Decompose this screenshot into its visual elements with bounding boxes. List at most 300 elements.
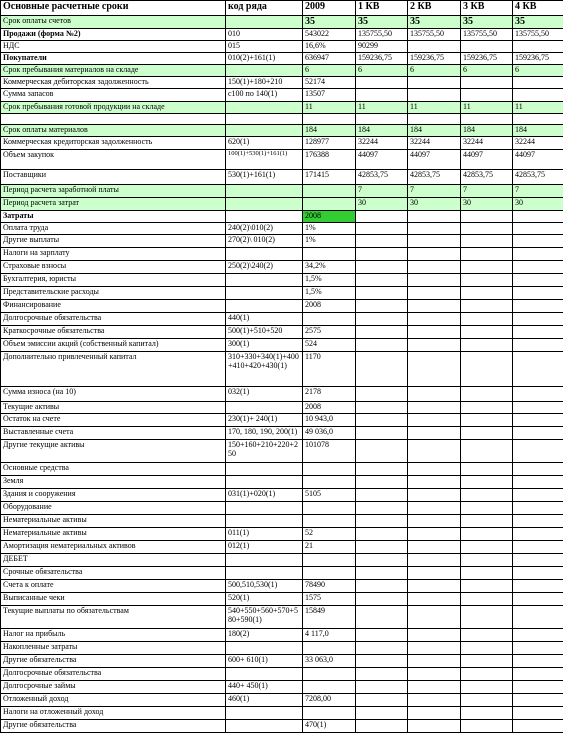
row-label-cell[interactable]: Здания и сооружения <box>1 489 226 502</box>
value-cell[interactable]: 16,6% <box>303 41 356 53</box>
value-cell[interactable] <box>513 681 563 694</box>
row-code-cell[interactable] <box>226 125 303 137</box>
value-cell[interactable]: 34,2% <box>303 261 356 274</box>
value-cell[interactable] <box>461 554 513 567</box>
value-cell[interactable] <box>408 580 461 593</box>
value-cell[interactable]: 35 <box>461 16 513 29</box>
value-cell[interactable]: 184 <box>303 125 356 137</box>
value-cell[interactable]: 11 <box>303 102 356 114</box>
value-cell[interactable]: 44097 <box>461 150 513 170</box>
value-cell[interactable] <box>356 89 408 102</box>
value-cell[interactable] <box>303 668 356 681</box>
row-code-cell[interactable]: 270(2)\ 010(2) <box>226 235 303 248</box>
value-cell[interactable]: 2008 <box>303 300 356 313</box>
row-label-cell[interactable] <box>1 114 226 125</box>
value-cell[interactable] <box>461 476 513 489</box>
value-cell[interactable] <box>513 476 563 489</box>
row-label-cell[interactable]: Текущие активы <box>1 402 226 414</box>
value-cell[interactable]: 42853,75 <box>513 170 563 185</box>
row-code-cell[interactable] <box>226 185 303 198</box>
row-code-cell[interactable] <box>226 707 303 720</box>
value-cell[interactable] <box>408 720 461 733</box>
row-code-cell[interactable]: с100 по 140(1) <box>226 89 303 102</box>
value-cell[interactable] <box>408 668 461 681</box>
value-cell[interactable]: 21 <box>303 541 356 554</box>
value-cell[interactable] <box>513 352 563 387</box>
value-cell[interactable] <box>303 567 356 580</box>
value-cell[interactable]: 184 <box>356 125 408 137</box>
value-cell[interactable]: 35 <box>408 16 461 29</box>
value-cell[interactable] <box>356 541 408 554</box>
value-cell[interactable]: 33 063,0 <box>303 655 356 668</box>
value-cell[interactable]: 2178 <box>303 387 356 402</box>
header-cell[interactable]: 4 КВ <box>513 1 563 16</box>
value-cell[interactable]: 7 <box>408 185 461 198</box>
row-label-cell[interactable]: Текущие выплаты по обязательствам <box>1 606 226 629</box>
value-cell[interactable] <box>356 339 408 352</box>
value-cell[interactable] <box>513 707 563 720</box>
value-cell[interactable]: 15849 <box>303 606 356 629</box>
value-cell[interactable] <box>513 440 563 463</box>
value-cell[interactable] <box>461 211 513 223</box>
header-cell[interactable]: Основные расчетные сроки <box>1 1 226 16</box>
row-code-cell[interactable] <box>226 248 303 261</box>
value-cell[interactable]: 184 <box>513 125 563 137</box>
value-cell[interactable]: 135755,50 <box>408 29 461 41</box>
value-cell[interactable] <box>303 198 356 211</box>
value-cell[interactable] <box>408 554 461 567</box>
value-cell[interactable] <box>356 502 408 515</box>
value-cell[interactable]: 30 <box>461 198 513 211</box>
value-cell[interactable] <box>461 89 513 102</box>
value-cell[interactable] <box>513 642 563 655</box>
value-cell[interactable]: 159236,75 <box>408 53 461 65</box>
value-cell[interactable] <box>461 287 513 300</box>
value-cell[interactable] <box>461 541 513 554</box>
value-cell[interactable] <box>356 235 408 248</box>
value-cell[interactable] <box>408 463 461 476</box>
row-code-cell[interactable]: 440+ 450(1) <box>226 681 303 694</box>
value-cell[interactable]: 135755,50 <box>513 29 563 41</box>
value-cell[interactable] <box>408 655 461 668</box>
value-cell[interactable]: 101078 <box>303 440 356 463</box>
value-cell[interactable] <box>513 339 563 352</box>
value-cell[interactable] <box>513 593 563 606</box>
row-code-cell[interactable] <box>226 402 303 414</box>
row-label-cell[interactable]: Период расчета затрат <box>1 198 226 211</box>
row-label-cell[interactable]: Коммерческая кредиторская задолженность <box>1 137 226 150</box>
value-cell[interactable]: 128977 <box>303 137 356 150</box>
value-cell[interactable] <box>303 681 356 694</box>
value-cell[interactable] <box>408 489 461 502</box>
row-code-cell[interactable]: 240(2)\010(2) <box>226 223 303 235</box>
row-code-cell[interactable] <box>226 502 303 515</box>
value-cell[interactable] <box>356 629 408 642</box>
value-cell[interactable] <box>513 580 563 593</box>
row-code-cell[interactable]: 015 <box>226 41 303 53</box>
value-cell[interactable] <box>513 528 563 541</box>
value-cell[interactable] <box>356 77 408 89</box>
value-cell[interactable] <box>356 707 408 720</box>
value-cell[interactable] <box>408 77 461 89</box>
value-cell[interactable] <box>461 655 513 668</box>
value-cell[interactable] <box>356 313 408 326</box>
value-cell[interactable] <box>408 235 461 248</box>
row-label-cell[interactable]: Срок оплаты материалов <box>1 125 226 137</box>
row-label-cell[interactable]: Другие обязательства <box>1 655 226 668</box>
row-label-cell[interactable]: Налоги на отложенный доход <box>1 707 226 720</box>
value-cell[interactable] <box>513 606 563 629</box>
value-cell[interactable] <box>303 463 356 476</box>
value-cell[interactable] <box>356 642 408 655</box>
value-cell[interactable]: 6 <box>356 65 408 77</box>
row-code-cell[interactable] <box>226 287 303 300</box>
value-cell[interactable] <box>408 427 461 440</box>
row-label-cell[interactable]: Срок пребывания готовой продукции на складе <box>1 102 226 114</box>
row-code-cell[interactable] <box>226 567 303 580</box>
row-label-cell[interactable]: Сумма запасов <box>1 89 226 102</box>
row-code-cell[interactable]: 010(2)+161(1) <box>226 53 303 65</box>
value-cell[interactable] <box>356 440 408 463</box>
value-cell[interactable] <box>408 114 461 125</box>
value-cell[interactable] <box>408 593 461 606</box>
row-label-cell[interactable]: Долгосрочные обязательства <box>1 313 226 326</box>
value-cell[interactable] <box>461 402 513 414</box>
row-label-cell[interactable]: Долгосрочные займы <box>1 681 226 694</box>
value-cell[interactable]: 159236,75 <box>461 53 513 65</box>
value-cell[interactable] <box>356 567 408 580</box>
value-cell[interactable] <box>513 402 563 414</box>
value-cell[interactable] <box>408 707 461 720</box>
value-cell[interactable] <box>513 300 563 313</box>
row-label-cell[interactable]: Земля <box>1 476 226 489</box>
value-cell[interactable] <box>356 515 408 528</box>
value-cell[interactable] <box>408 567 461 580</box>
value-cell[interactable]: 2008 <box>303 402 356 414</box>
value-cell[interactable] <box>356 223 408 235</box>
row-code-cell[interactable] <box>226 476 303 489</box>
value-cell[interactable] <box>461 300 513 313</box>
row-label-cell[interactable]: Период расчета заработной платы <box>1 185 226 198</box>
value-cell[interactable] <box>461 515 513 528</box>
row-code-cell[interactable] <box>226 274 303 287</box>
value-cell[interactable]: 543022 <box>303 29 356 41</box>
value-cell[interactable] <box>461 720 513 733</box>
value-cell[interactable]: 35 <box>303 16 356 29</box>
value-cell[interactable] <box>408 339 461 352</box>
value-cell[interactable] <box>513 248 563 261</box>
row-code-cell[interactable]: 520(1) <box>226 593 303 606</box>
value-cell[interactable]: 470(1) <box>303 720 356 733</box>
value-cell[interactable] <box>461 681 513 694</box>
value-cell[interactable]: 159236,75 <box>356 53 408 65</box>
value-cell[interactable]: 7208,00 <box>303 694 356 707</box>
value-cell[interactable] <box>461 339 513 352</box>
value-cell[interactable] <box>408 287 461 300</box>
row-label-cell[interactable]: Нематериальные активы <box>1 515 226 528</box>
value-cell[interactable] <box>513 427 563 440</box>
value-cell[interactable] <box>461 694 513 707</box>
value-cell[interactable] <box>356 668 408 681</box>
value-cell[interactable] <box>461 440 513 463</box>
value-cell[interactable]: 30 <box>356 198 408 211</box>
value-cell[interactable] <box>461 114 513 125</box>
value-cell[interactable] <box>356 352 408 387</box>
value-cell[interactable] <box>408 223 461 235</box>
row-code-cell[interactable]: 100(1)+530(1)+161(1) <box>226 150 303 170</box>
row-code-cell[interactable] <box>226 642 303 655</box>
value-cell[interactable]: 4 117,0 <box>303 629 356 642</box>
value-cell[interactable]: 52174 <box>303 77 356 89</box>
row-label-cell[interactable]: Объем эмиссии акций (собственный капитал) <box>1 339 226 352</box>
row-label-cell[interactable]: Другие текущие активы <box>1 440 226 463</box>
row-label-cell[interactable]: Срок оплаты счетов <box>1 16 226 29</box>
value-cell[interactable] <box>303 515 356 528</box>
row-label-cell[interactable]: Выставленные счета <box>1 427 226 440</box>
value-cell[interactable] <box>513 287 563 300</box>
value-cell[interactable] <box>461 427 513 440</box>
row-code-cell[interactable]: 150+160+210+220+250 <box>226 440 303 463</box>
row-label-cell[interactable]: Амортизация нематериальных активов <box>1 541 226 554</box>
value-cell[interactable] <box>513 41 563 53</box>
value-cell[interactable] <box>461 580 513 593</box>
value-cell[interactable] <box>408 352 461 387</box>
row-code-cell[interactable]: 010 <box>226 29 303 41</box>
value-cell[interactable]: 159236,75 <box>513 53 563 65</box>
row-label-cell[interactable]: Коммерческая дебиторская задолженность <box>1 77 226 89</box>
value-cell[interactable] <box>513 567 563 580</box>
value-cell[interactable] <box>513 720 563 733</box>
value-cell[interactable] <box>408 387 461 402</box>
value-cell[interactable]: 32244 <box>408 137 461 150</box>
value-cell[interactable] <box>303 642 356 655</box>
value-cell[interactable]: 176388 <box>303 150 356 170</box>
value-cell[interactable] <box>356 463 408 476</box>
value-cell[interactable] <box>513 515 563 528</box>
value-cell[interactable] <box>461 489 513 502</box>
row-label-cell[interactable]: Дополнительно привлеченный капитал <box>1 352 226 387</box>
row-label-cell[interactable]: Представительские расходы <box>1 287 226 300</box>
value-cell[interactable] <box>303 707 356 720</box>
value-cell[interactable]: 1% <box>303 235 356 248</box>
value-cell[interactable]: 6 <box>461 65 513 77</box>
value-cell[interactable]: 78490 <box>303 580 356 593</box>
row-code-cell[interactable] <box>226 463 303 476</box>
value-cell[interactable] <box>513 387 563 402</box>
row-label-cell[interactable]: Отложенный доход <box>1 694 226 707</box>
value-cell[interactable] <box>408 642 461 655</box>
value-cell[interactable]: 49 036,0 <box>303 427 356 440</box>
row-code-cell[interactable] <box>226 102 303 114</box>
row-code-cell[interactable]: 032(1) <box>226 387 303 402</box>
value-cell[interactable] <box>461 326 513 339</box>
value-cell[interactable] <box>356 427 408 440</box>
value-cell[interactable] <box>303 502 356 515</box>
value-cell[interactable]: 2008 <box>303 211 356 223</box>
value-cell[interactable]: 636947 <box>303 53 356 65</box>
row-label-cell[interactable]: Счета к оплате <box>1 580 226 593</box>
row-label-cell[interactable]: Финансирование <box>1 300 226 313</box>
value-cell[interactable] <box>408 313 461 326</box>
value-cell[interactable] <box>356 402 408 414</box>
value-cell[interactable] <box>513 694 563 707</box>
value-cell[interactable] <box>461 642 513 655</box>
value-cell[interactable]: 44097 <box>408 150 461 170</box>
row-label-cell[interactable]: Другие выплаты <box>1 235 226 248</box>
row-label-cell[interactable]: Остаток на счете <box>1 414 226 427</box>
row-code-cell[interactable]: 440(1) <box>226 313 303 326</box>
value-cell[interactable]: 44097 <box>356 150 408 170</box>
row-code-cell[interactable]: 230(1)+ 240(1) <box>226 414 303 427</box>
value-cell[interactable] <box>356 287 408 300</box>
value-cell[interactable] <box>356 489 408 502</box>
value-cell[interactable] <box>356 554 408 567</box>
row-label-cell[interactable]: Оплата труда <box>1 223 226 235</box>
value-cell[interactable]: 11 <box>461 102 513 114</box>
value-cell[interactable] <box>408 89 461 102</box>
row-code-cell[interactable]: 620(1) <box>226 137 303 150</box>
row-code-cell[interactable] <box>226 554 303 567</box>
value-cell[interactable] <box>408 694 461 707</box>
value-cell[interactable] <box>461 593 513 606</box>
row-code-cell[interactable]: 460(1) <box>226 694 303 707</box>
row-label-cell[interactable]: Налоги на зарплату <box>1 248 226 261</box>
value-cell[interactable] <box>461 313 513 326</box>
row-label-cell[interactable]: Накопленные затраты <box>1 642 226 655</box>
value-cell[interactable] <box>356 248 408 261</box>
value-cell[interactable] <box>356 414 408 427</box>
row-code-cell[interactable] <box>226 114 303 125</box>
value-cell[interactable] <box>408 41 461 53</box>
value-cell[interactable] <box>461 502 513 515</box>
row-label-cell[interactable]: ДЕБЕТ <box>1 554 226 567</box>
value-cell[interactable] <box>356 326 408 339</box>
row-code-cell[interactable]: 170, 180, 190, 200(1) <box>226 427 303 440</box>
header-cell[interactable]: 3 КВ <box>461 1 513 16</box>
value-cell[interactable]: 10 943,0 <box>303 414 356 427</box>
value-cell[interactable] <box>408 248 461 261</box>
value-cell[interactable] <box>513 414 563 427</box>
value-cell[interactable] <box>303 554 356 567</box>
value-cell[interactable]: 42853,75 <box>461 170 513 185</box>
header-cell[interactable]: 1 КВ <box>356 1 408 16</box>
value-cell[interactable] <box>513 668 563 681</box>
value-cell[interactable] <box>513 502 563 515</box>
row-label-cell[interactable]: Объем закупок <box>1 150 226 170</box>
value-cell[interactable]: 135755,50 <box>356 29 408 41</box>
value-cell[interactable] <box>356 694 408 707</box>
value-cell[interactable] <box>303 185 356 198</box>
row-code-cell[interactable]: 500(1)+510+520 <box>226 326 303 339</box>
row-label-cell[interactable]: Долгосрочные обязательства <box>1 668 226 681</box>
value-cell[interactable] <box>461 248 513 261</box>
value-cell[interactable] <box>513 114 563 125</box>
value-cell[interactable] <box>513 89 563 102</box>
value-cell[interactable] <box>408 606 461 629</box>
value-cell[interactable]: 42853,75 <box>408 170 461 185</box>
row-code-cell[interactable] <box>226 720 303 733</box>
value-cell[interactable]: 171415 <box>303 170 356 185</box>
value-cell[interactable] <box>356 528 408 541</box>
value-cell[interactable] <box>513 274 563 287</box>
row-code-cell[interactable]: 011(1) <box>226 528 303 541</box>
value-cell[interactable]: 32244 <box>461 137 513 150</box>
row-code-cell[interactable]: 250(2)\240(2) <box>226 261 303 274</box>
header-cell[interactable]: код ряда <box>226 1 303 16</box>
value-cell[interactable]: 11 <box>356 102 408 114</box>
row-code-cell[interactable] <box>226 198 303 211</box>
value-cell[interactable] <box>513 541 563 554</box>
row-code-cell[interactable]: 180(2) <box>226 629 303 642</box>
value-cell[interactable]: 6 <box>513 65 563 77</box>
value-cell[interactable]: 5105 <box>303 489 356 502</box>
row-label-cell[interactable]: Основные средства <box>1 463 226 476</box>
value-cell[interactable] <box>461 528 513 541</box>
value-cell[interactable] <box>408 476 461 489</box>
value-cell[interactable] <box>408 402 461 414</box>
row-label-cell[interactable]: Срок пребывания материалов на складе <box>1 65 226 77</box>
value-cell[interactable]: 32244 <box>513 137 563 150</box>
value-cell[interactable]: 44097 <box>513 150 563 170</box>
row-code-cell[interactable]: 500,510,530(1) <box>226 580 303 593</box>
value-cell[interactable] <box>461 414 513 427</box>
row-code-cell[interactable]: 031(1)+020(1) <box>226 489 303 502</box>
value-cell[interactable] <box>513 211 563 223</box>
value-cell[interactable]: 30 <box>513 198 563 211</box>
row-label-cell[interactable]: Бухгалтерия, юристы <box>1 274 226 287</box>
value-cell[interactable] <box>461 77 513 89</box>
value-cell[interactable] <box>461 274 513 287</box>
value-cell[interactable]: 7 <box>356 185 408 198</box>
value-cell[interactable] <box>356 114 408 125</box>
row-label-cell[interactable]: Затраты <box>1 211 226 223</box>
value-cell[interactable] <box>513 489 563 502</box>
value-cell[interactable] <box>461 707 513 720</box>
value-cell[interactable]: 7 <box>461 185 513 198</box>
value-cell[interactable] <box>356 606 408 629</box>
value-cell[interactable] <box>461 261 513 274</box>
value-cell[interactable]: 6 <box>303 65 356 77</box>
value-cell[interactable] <box>461 463 513 476</box>
value-cell[interactable]: 35 <box>513 16 563 29</box>
value-cell[interactable] <box>303 114 356 125</box>
value-cell[interactable] <box>513 326 563 339</box>
value-cell[interactable]: 90299 <box>356 41 408 53</box>
value-cell[interactable]: 524 <box>303 339 356 352</box>
value-cell[interactable]: 1,5% <box>303 287 356 300</box>
value-cell[interactable] <box>408 541 461 554</box>
row-label-cell[interactable]: НДС <box>1 41 226 53</box>
row-label-cell[interactable]: Другие обязательства <box>1 720 226 733</box>
row-code-cell[interactable]: 530(1)+161(1) <box>226 170 303 185</box>
value-cell[interactable] <box>513 463 563 476</box>
value-cell[interactable] <box>303 248 356 261</box>
value-cell[interactable] <box>461 567 513 580</box>
value-cell[interactable]: 11 <box>408 102 461 114</box>
value-cell[interactable] <box>408 502 461 515</box>
row-code-cell[interactable]: 300(1) <box>226 339 303 352</box>
value-cell[interactable]: 7 <box>513 185 563 198</box>
value-cell[interactable] <box>356 593 408 606</box>
value-cell[interactable] <box>408 414 461 427</box>
header-cell[interactable]: 2 КВ <box>408 1 461 16</box>
row-label-cell[interactable]: Срочные обязательства <box>1 567 226 580</box>
value-cell[interactable] <box>356 274 408 287</box>
value-cell[interactable] <box>356 261 408 274</box>
row-code-cell[interactable]: 600+ 610(1) <box>226 655 303 668</box>
row-code-cell[interactable]: 150(1)+180+210 <box>226 77 303 89</box>
value-cell[interactable] <box>356 211 408 223</box>
